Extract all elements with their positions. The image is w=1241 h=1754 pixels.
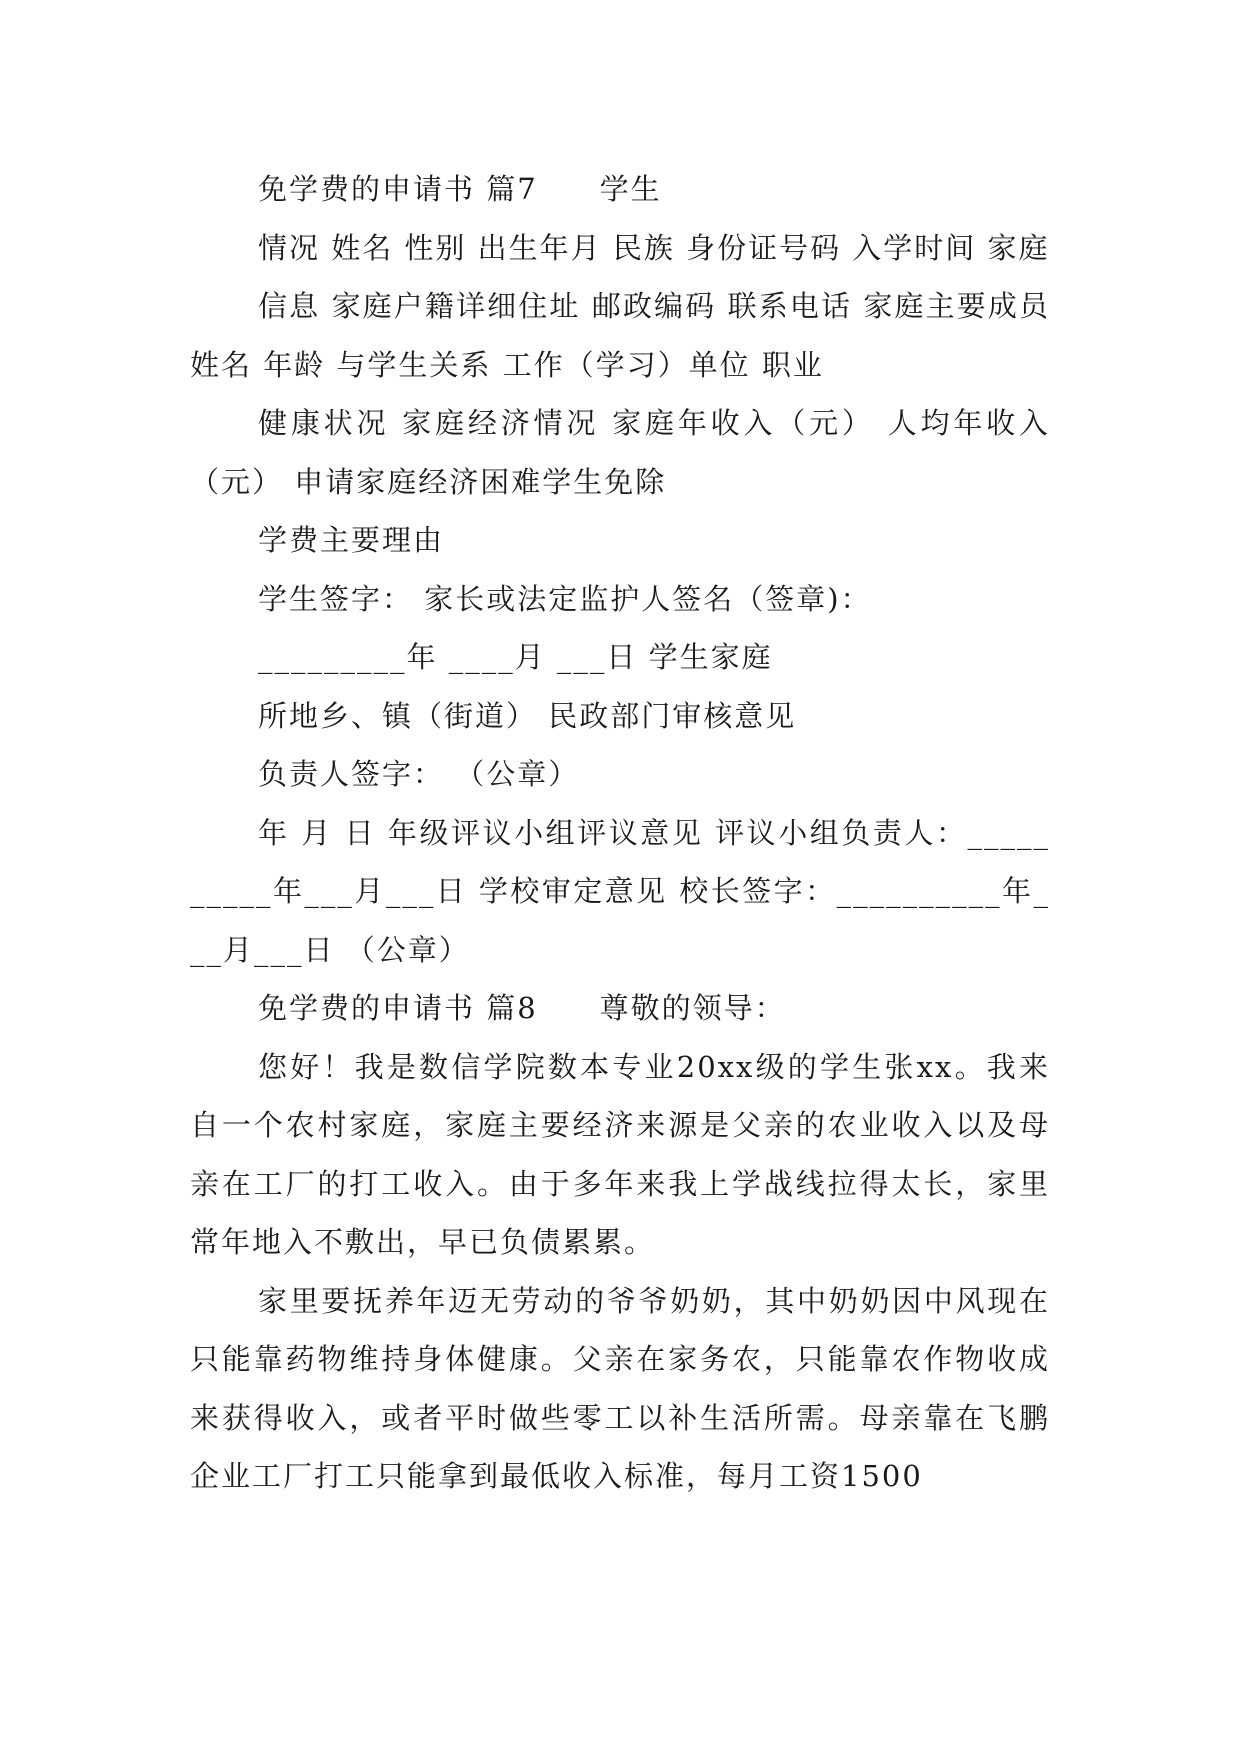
section-heading-7: 免学费的申请书 篇7 学生	[258, 172, 662, 206]
paragraph-family-info: 信息 家庭户籍详细住址 邮政编码 联系电话 家庭主要成员 姓名 年龄 与学生关系 工作（学习）单位 职业	[190, 289, 1050, 382]
document-body	[190, 160, 1050, 1506]
paragraph-student-info: 情况 姓名 性别 出生年月 民族 身份证号码 入学时间 家庭	[258, 230, 1050, 265]
paragraph-letter-family: 家里要抚养年迈无劳动的爷爷奶奶，其中奶奶因中风现在只能靠药物维持身体健康。父亲在家务农，只能靠农作物收成来获得收入，或者平时做些零工以补生活所需。母亲靠在飞鹏企业工厂打工只能拿到最低收入标准，每月工资1500	[190, 1283, 1050, 1493]
paragraph-letter-intro: 您好！我是数信学院数本专业20xx级的学生张xx。我来自一个农村家庭，家庭主要经济来源是父亲的农业收入以及母亲在工厂的打工收入。由于多年来我上学战线拉得太长，家里常年地入不敷出，早已负债累累。	[190, 1049, 1050, 1259]
paragraph-responsible-sign: 负责人签字： （公章）	[258, 757, 580, 791]
paragraph-civil-affairs: 所地乡、镇（街道） 民政部门审核意见	[258, 698, 797, 733]
paragraph-review-opinions: 年 月 日 年级评议小组评议意见 评议小组负责人：__________年___月___日 学校审定意见 校长签字：__________年___月___日 （公章）	[190, 815, 1050, 967]
paragraph-signatures: 学生签字： 家长或法定监护人签名（签章)：	[258, 581, 872, 616]
paragraph-economic-status: 健康状况 家庭经济情况 家庭年收入（元） 人均年收入（元） 申请家庭经济困难学生免除	[190, 406, 1050, 499]
paragraph-reason: 学费主要理由	[258, 523, 445, 557]
paragraph-date-blanks: _________年 ____月 ___日 学生家庭	[258, 640, 773, 674]
section-heading-8: 免学费的申请书 篇8 尊敬的领导：	[258, 991, 786, 1025]
